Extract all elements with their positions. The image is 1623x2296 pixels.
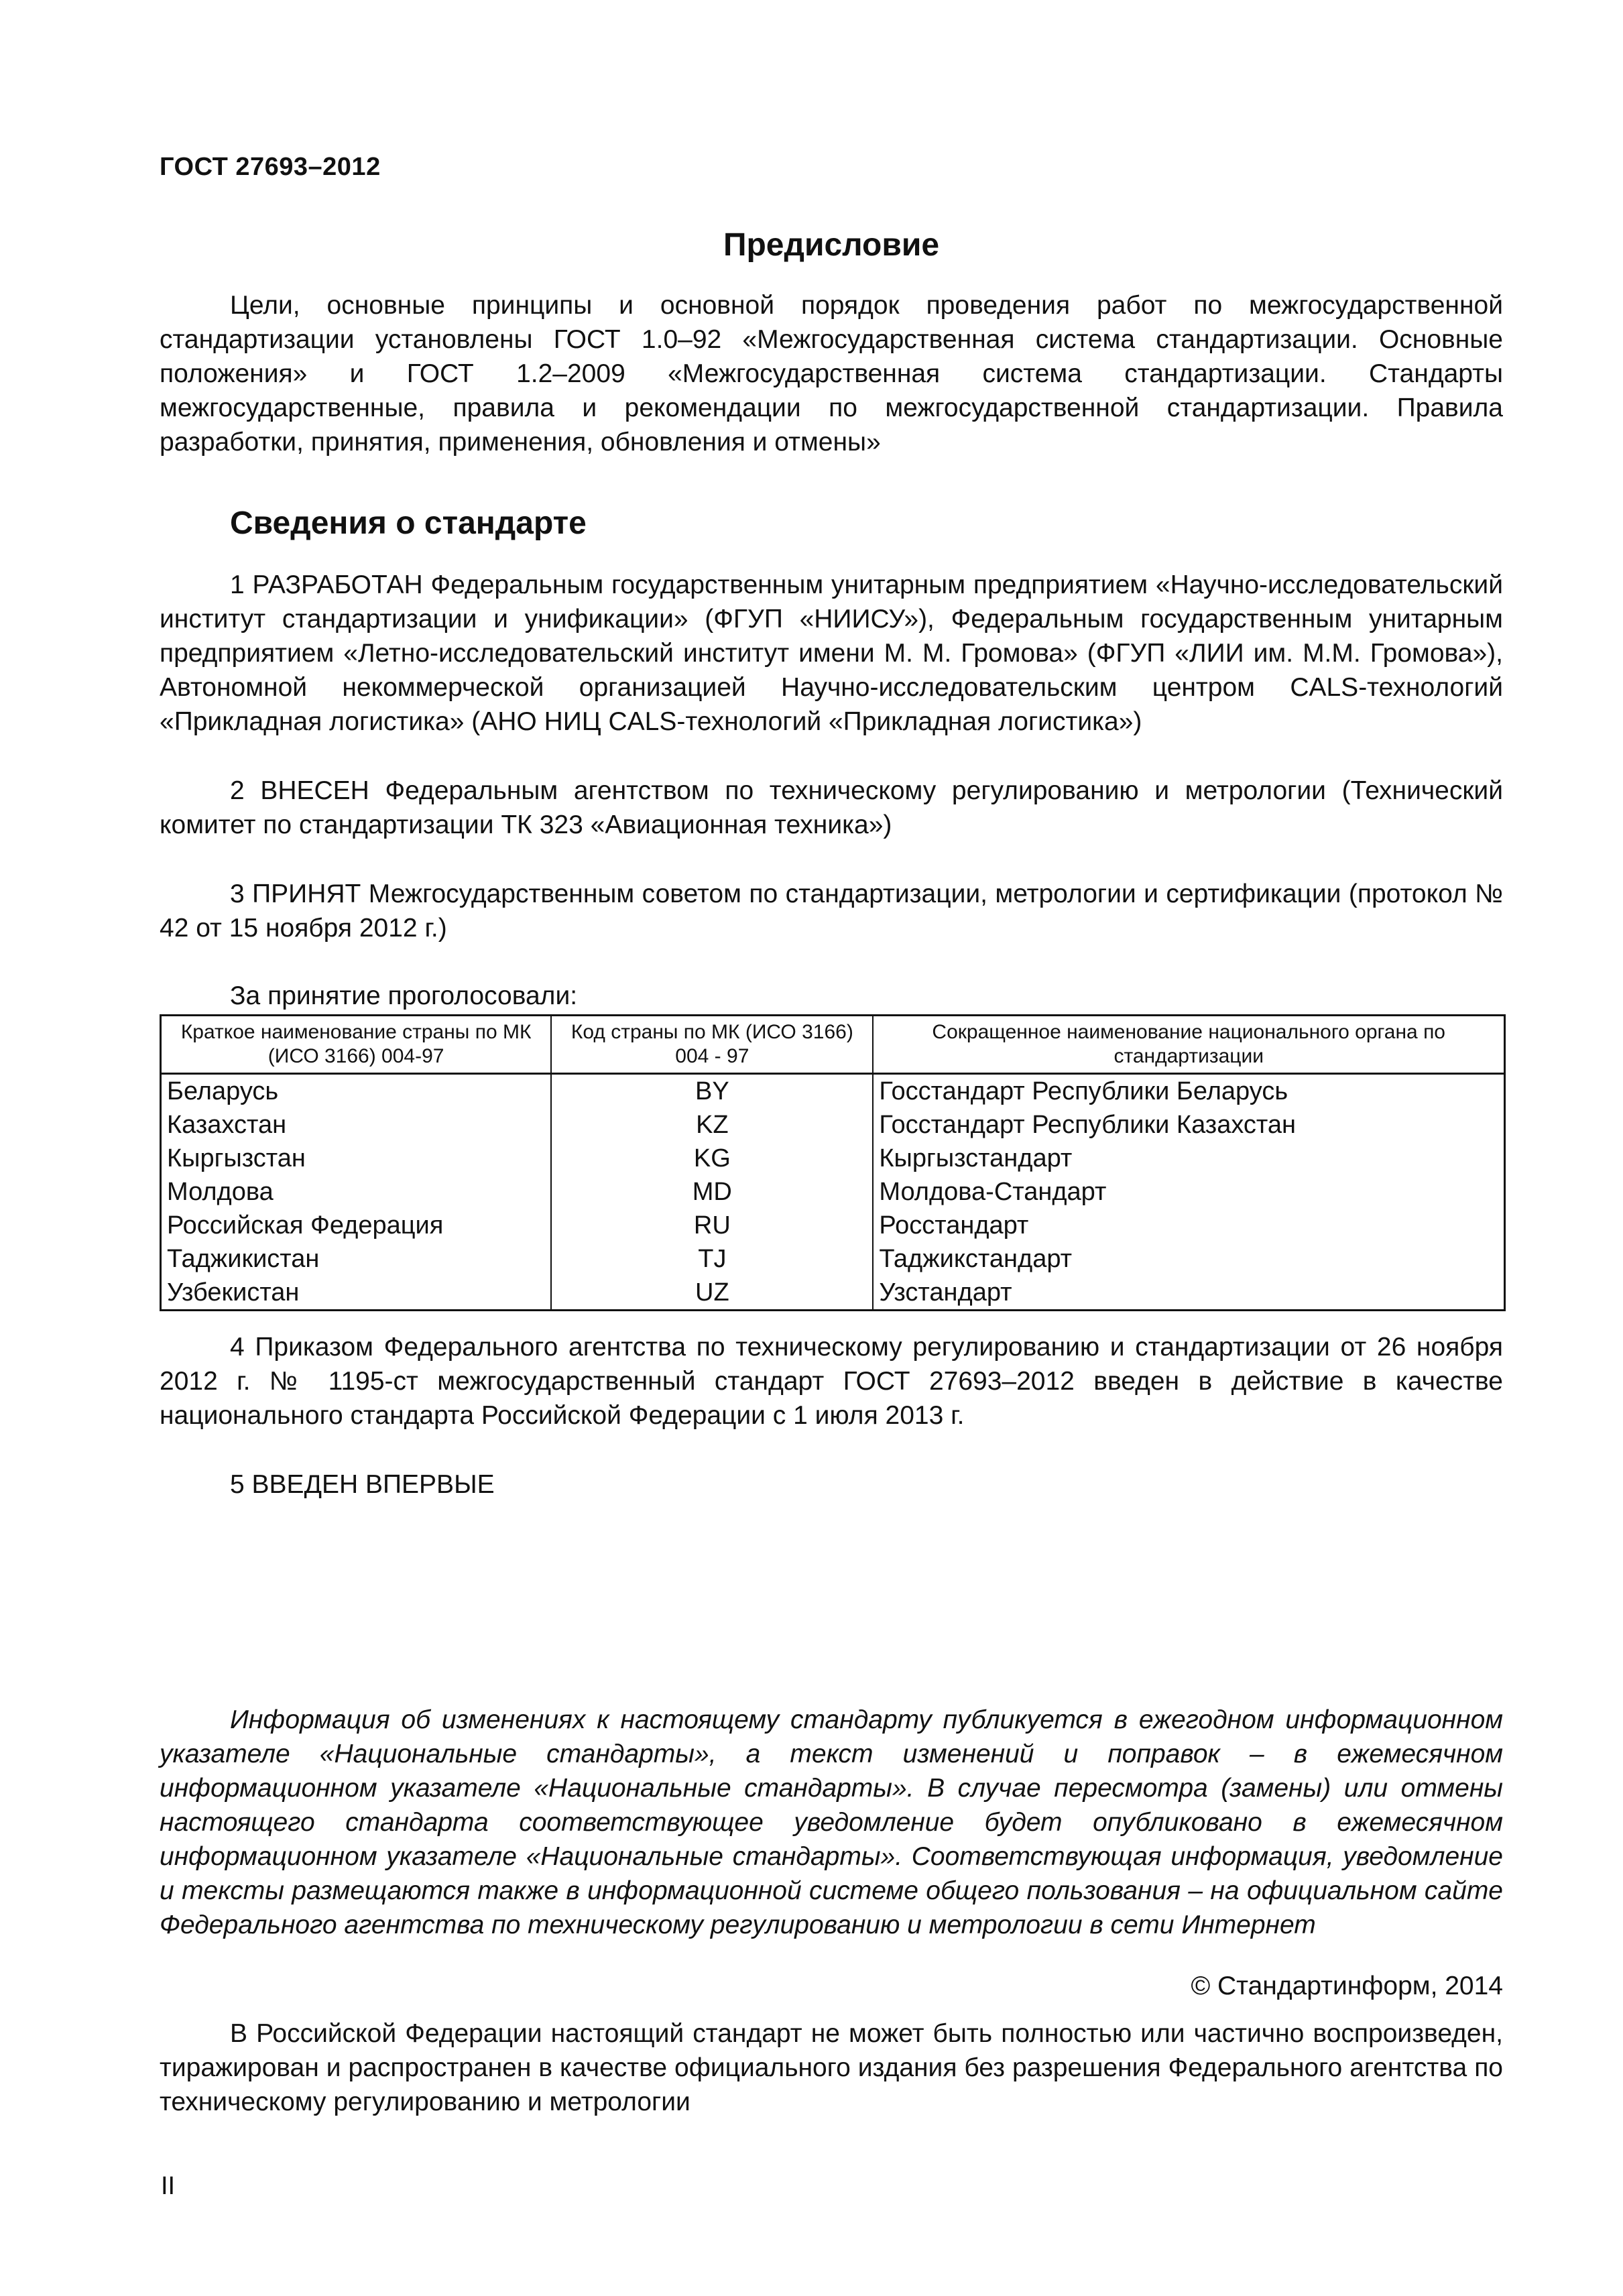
code-cell: MD bbox=[551, 1175, 873, 1209]
body-cell: Кыргызстандарт bbox=[873, 1142, 1504, 1175]
body-cell: Узстандарт bbox=[873, 1276, 1504, 1311]
country-cell: Кыргызстан bbox=[161, 1142, 552, 1175]
code-cell: RU bbox=[551, 1209, 873, 1242]
vote-table-header-row bbox=[161, 1016, 1505, 1074]
info-notice: Информация об изменениях к настоящему стандарту публикуется в ежегодном информационном указателе «Национальные стандарты», а текст изменений и поправок – в ежемесячном информационном указателе «Национальные стандарты». В случае пересмотра (замены) или отмены настоящего стандарта соответствующее уведомление будет опубликовано в ежемесячном информационном указателе «Национальные стандарты». Соответствующая информация, уведомление и тексты размещаются также в информационной системе общего пользования – на официальном сайте Федерального агентства по техническому регулированию и метрологии в сети Интернет bbox=[160, 1705, 1503, 1939]
table-row bbox=[161, 1242, 1505, 1276]
body-cell: Госстандарт Республики Беларусь bbox=[873, 1074, 1504, 1109]
about-item-3: 3 ПРИНЯТ Межгосударственным советом по стандартизации, метрологии и сертификации (протокол № 42 от 15 ноября 2012 г.) bbox=[160, 880, 1503, 943]
body-cell: Молдова-Стандарт bbox=[873, 1175, 1504, 1209]
vote-header-body: Сокращенное наименование национального органа по стандартизации bbox=[873, 1016, 1504, 1074]
country-cell: Беларусь bbox=[161, 1074, 552, 1109]
vote-header-code: Код страны по МК (ИСО 3166) 004 - 97 bbox=[551, 1016, 873, 1074]
vote-header-country: Краткое наименование страны по МК (ИСО 3166) 004-97 bbox=[161, 1016, 552, 1074]
table-row bbox=[161, 1142, 1505, 1175]
code-cell: TJ bbox=[551, 1242, 873, 1276]
foreword-text: Цели, основные принципы и основной порядок проведения работ по межгосударственной стандартизации установлены ГОСТ 1.0–92 «Межгосударственная система стандартизации. Основные положения» и ГОСТ 1.2–2009 «Межгосударственная система стандартизации. Стандарты межгосударственные, правила и рекомендации по межгосударственной стандартизации. Правила разработки, принятия, применения, обновления и отмены» bbox=[160, 291, 1503, 457]
page-content bbox=[160, 225, 1503, 2119]
vote-table bbox=[160, 1014, 1506, 1311]
about-item-4: 4 Приказом Федерального агентства по техническому регулированию и стандартизации от 26 ноября 2012 г. № 1195-ст межгосударственный стандарт ГОСТ 27693–2012 введен в действие в качестве национального стандарта Российской Федерации с 1 июля 2013 г. bbox=[160, 1333, 1503, 1430]
about-item-1: 1 РАЗРАБОТАН Федеральным государственным унитарным предприятием «Научно-исследовательский институт стандартизации и унификации» (ФГУП «НИИСУ»), Федеральным государственным унитарным предприятием «Летно-исследовательский институт имени М. М. Громова» (ФГУП «ЛИИ им. М.М. Громова»), Автономной некоммерческой организацией Научно-исследовательским центром CALS-технологий «Прикладная логистика» (АНО НИЦ CALS-технологий «Прикладная логистика») bbox=[160, 570, 1503, 736]
body-cell: Росстандарт bbox=[873, 1209, 1504, 1242]
table-row bbox=[161, 1108, 1505, 1142]
country-cell: Российская Федерация bbox=[161, 1209, 552, 1242]
table-row bbox=[161, 1074, 1505, 1109]
restriction-notice: В Российской Федерации настоящий стандарт не может быть полностью или частично воспроизведен, тиражирован и распространен в качестве официального издания без разрешения Федерального агентства по техническому регулированию и метрологии bbox=[160, 2019, 1503, 2116]
table-row bbox=[161, 1175, 1505, 1209]
page-number: II bbox=[161, 2172, 176, 2200]
country-cell: Таджикистан bbox=[161, 1242, 552, 1276]
table-row bbox=[161, 1209, 1505, 1242]
country-cell: Молдова bbox=[161, 1175, 552, 1209]
code-cell: KZ bbox=[551, 1108, 873, 1142]
copyright-notice: © Стандартинформ, 2014 bbox=[1191, 1972, 1503, 2000]
vote-label: За принятие проголосовали: bbox=[230, 981, 578, 1010]
about-item-5: 5 ВВЕДЕН ВПЕРВЫЕ bbox=[230, 1470, 495, 1499]
body-cell: Таджикстандарт bbox=[873, 1242, 1504, 1276]
code-cell: BY bbox=[551, 1074, 873, 1109]
country-cell: Узбекистан bbox=[161, 1276, 552, 1311]
body-cell: Госстандарт Республики Казахстан bbox=[873, 1108, 1504, 1142]
foreword-title: Предисловие bbox=[723, 227, 940, 263]
document-id-header: ГОСТ 27693–2012 bbox=[160, 153, 381, 181]
about-item-2: 2 ВНЕСЕН Федеральным агентством по техническому регулированию и метрологии (Технический комитет по стандартизации ТК 323 «Авиационная техника») bbox=[160, 776, 1503, 839]
country-cell: Казахстан bbox=[161, 1108, 552, 1142]
about-standard-title: Сведения о стандарте bbox=[230, 505, 587, 541]
table-row bbox=[161, 1276, 1505, 1311]
code-cell: KG bbox=[551, 1142, 873, 1175]
code-cell: UZ bbox=[551, 1276, 873, 1311]
